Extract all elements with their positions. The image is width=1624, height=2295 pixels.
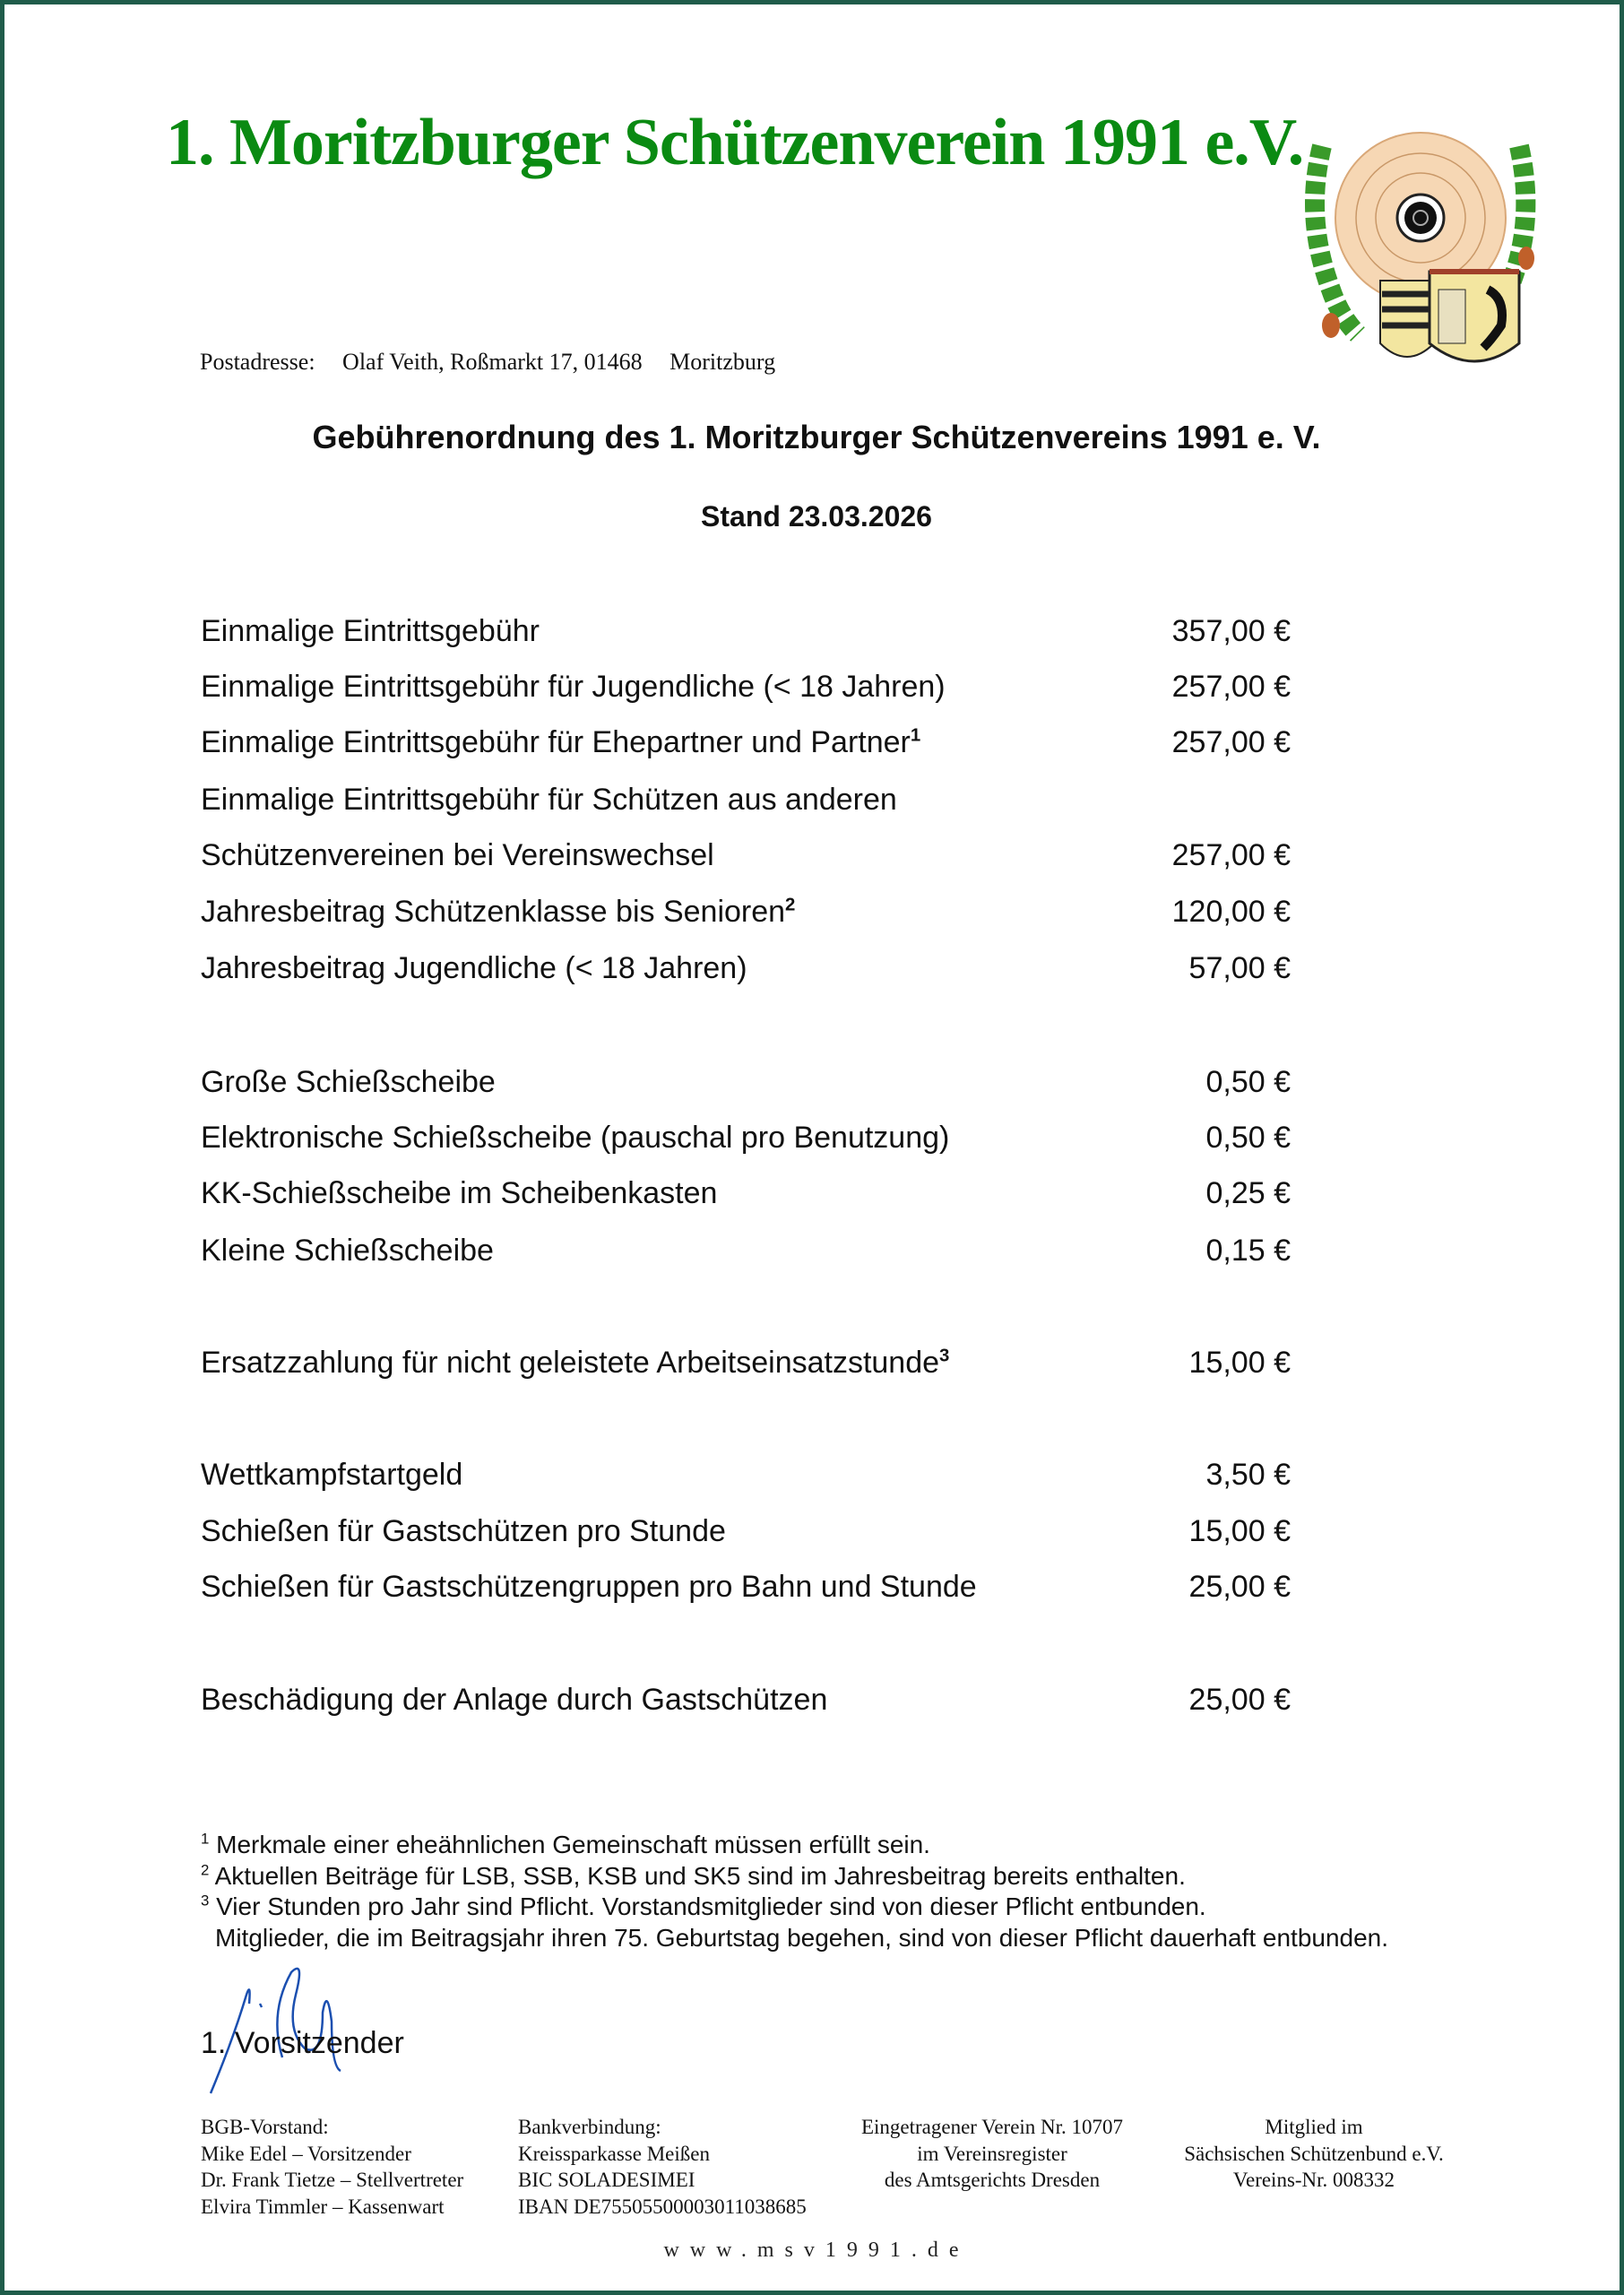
- footnote: [201, 1861, 1186, 1892]
- fee-label-text: Einmalige Eintrittsgebühr: [201, 614, 540, 648]
- fee-row: [201, 1680, 1291, 1719]
- fee-value: 257,00 €: [1171, 725, 1291, 759]
- fee-label: [201, 1680, 827, 1719]
- footnote-text: Vier Stunden pro Jahr sind Pflicht. Vorstandsmitglieder sind von dieser Pflicht entbunden.: [216, 1892, 1206, 1920]
- fee-label: [201, 1455, 462, 1494]
- fee-row: [201, 1173, 1291, 1213]
- fee-value: 0,50 €: [1205, 1065, 1291, 1099]
- footer-board-line: Dr. Frank Tietze – Stellvertreter: [201, 2169, 464, 2191]
- club-title: 1. Moritzburger Schützenverein 1991 e.V.: [166, 106, 1304, 179]
- fee-label: [201, 1062, 496, 1102]
- fee-label: [201, 1343, 949, 1382]
- footnote-text: Merkmale einer eheähnlichen Gemeinschaft müssen erfüllt sein.: [216, 1831, 930, 1858]
- fee-label: [201, 1173, 717, 1213]
- fee-label-text: Jahresbeitrag Schützenklasse bis Senioren: [201, 895, 786, 929]
- footnote-number: 1: [201, 1830, 210, 1848]
- fee-row: [201, 1511, 1291, 1551]
- fee-value: 120,00 €: [1171, 895, 1291, 929]
- fee-value: 3,50 €: [1205, 1458, 1291, 1492]
- fee-label-text: Jahresbeitrag Jugendliche (< 18 Jahren): [201, 951, 747, 985]
- fee-row: [201, 892, 1291, 931]
- footer-bank-line: Kreissparkasse Meißen: [518, 2142, 710, 2165]
- footer-member-line: Sächsischen Schützenbund e.V.: [1184, 2142, 1444, 2165]
- footnote-ref: 3: [939, 1346, 950, 1366]
- signature-role: 1. Vorsitzender: [201, 2026, 404, 2060]
- fee-label: [201, 892, 795, 931]
- fee-label-text: Wettkampfstartgeld: [201, 1458, 463, 1492]
- fee-label: [201, 1511, 726, 1551]
- fee-label: [201, 611, 540, 651]
- fee-value: 57,00 €: [1188, 951, 1291, 985]
- fee-label-text: KK-Schießscheibe im Scheibenkasten: [201, 1176, 718, 1210]
- document-date: Stand 23.03.2026: [701, 500, 932, 533]
- fee-row: [201, 611, 1291, 651]
- footnote-ref: 1: [910, 725, 921, 746]
- fee-row: [201, 948, 1291, 988]
- fee-label: [201, 723, 920, 762]
- fee-value: 15,00 €: [1188, 1514, 1291, 1548]
- fee-label-text: Einmalige Eintrittsgebühr für Schützen aus anderen: [201, 783, 897, 817]
- fee-row: [201, 723, 1291, 762]
- postal-address: [200, 349, 797, 376]
- fee-label-text: Beschädigung der Anlage durch Gastschützen: [201, 1683, 828, 1717]
- fee-label-text: Schützenvereinen bei Vereinswechsel: [201, 838, 714, 872]
- fee-label-text: Schießen für Gastschützen pro Stunde: [201, 1514, 726, 1548]
- fee-row: [201, 1567, 1291, 1606]
- fee-label: [201, 780, 897, 819]
- footer-register-line: des Amtsgerichts Dresden: [884, 2169, 1101, 2191]
- fee-value: 0,50 €: [1205, 1121, 1291, 1155]
- fee-row: [201, 1231, 1291, 1270]
- footer-member-line: Mitglied im: [1265, 2116, 1363, 2138]
- fee-value: 257,00 €: [1171, 670, 1291, 704]
- footnote-text: Aktuellen Beiträge für LSB, SSB, KSB und SK5 sind im Jahresbeitrag bereits enthalten.: [214, 1862, 1186, 1890]
- fee-value: 0,15 €: [1205, 1234, 1291, 1268]
- footnote: [215, 1923, 1388, 1953]
- fee-label-text: Elektronische Schießscheibe (pauschal pro Benutzung): [201, 1121, 950, 1155]
- fee-row: [201, 1455, 1291, 1494]
- document-heading: Gebührenordnung des 1. Moritzburger Schützenvereins 1991 e. V.: [312, 419, 1321, 455]
- footer-bank-line: BIC SOLADESIMEI: [518, 2169, 695, 2191]
- fee-label-text: Kleine Schießscheibe: [201, 1234, 494, 1268]
- fee-label: [201, 948, 747, 988]
- footnote: [201, 1892, 1206, 1922]
- fee-row: [201, 1343, 1291, 1382]
- fee-label: [201, 836, 714, 875]
- website-link[interactable]: www.msv1991.de: [663, 2239, 970, 2262]
- footer-bank-line: Bankverbindung:: [518, 2116, 661, 2138]
- fee-label-text: Große Schießscheibe: [201, 1065, 496, 1099]
- fee-label-text: Einmalige Eintrittsgebühr für Jugendliche (< 18 Jahren): [201, 670, 946, 704]
- footnote: [201, 1830, 930, 1860]
- footer-member-line: Vereins-Nr. 008332: [1232, 2169, 1395, 2191]
- fee-label-text: Ersatzzahlung für nicht geleistete Arbeitseinsatzstunde: [201, 1346, 940, 1380]
- fee-label-text: Einmalige Eintrittsgebühr für Ehepartner und Partner: [201, 725, 911, 759]
- fee-row: [201, 1118, 1291, 1157]
- address-label: Postadresse:: [200, 349, 315, 375]
- address-value: Olaf Veith, Roßmarkt 17, 01468: [342, 349, 643, 375]
- fee-row: [201, 836, 1291, 875]
- footer-board-line: Elvira Timmler – Kassenwart: [201, 2195, 445, 2218]
- footnote-number: 2: [201, 1861, 210, 1879]
- footer-register-line: im Vereinsregister: [917, 2142, 1067, 2165]
- footer-membership: [1135, 2114, 1493, 2194]
- footer-register: [813, 2114, 1171, 2194]
- fee-label: [201, 1231, 494, 1270]
- fee-row: [201, 1062, 1291, 1102]
- footer-bank: [518, 2114, 807, 2220]
- footer-bank-line: IBAN DE75505500003011038685: [518, 2195, 807, 2218]
- fee-value: 25,00 €: [1188, 1570, 1291, 1604]
- footnote-number: 3: [201, 1892, 210, 1910]
- fee-value: 0,25 €: [1205, 1176, 1291, 1210]
- footer-register-line: Eingetragener Verein Nr. 10707: [860, 2116, 1124, 2138]
- footnote-text: Mitglieder, die im Beitragsjahr ihren 75. Geburtstag begehen, sind von dieser Pflicht dauerhaft entbunden.: [215, 1924, 1389, 1952]
- fee-label: [201, 1118, 949, 1157]
- fee-label-text: Schießen für Gastschützengruppen pro Bahn und Stunde: [201, 1570, 977, 1604]
- fee-value: 257,00 €: [1171, 838, 1291, 872]
- footer-board-line: BGB-Vorstand:: [201, 2116, 329, 2138]
- fee-label: [201, 667, 946, 706]
- footer-board-line: Mike Edel – Vorsitzender: [201, 2142, 411, 2165]
- fee-value: 25,00 €: [1188, 1683, 1291, 1717]
- club-logo-icon: [1295, 110, 1546, 379]
- address-city: Moritzburg: [669, 349, 776, 375]
- fee-value: 357,00 €: [1171, 614, 1291, 648]
- footer-board: [201, 2114, 463, 2220]
- fee-value: 15,00 €: [1188, 1346, 1291, 1380]
- fee-label: [201, 1567, 977, 1606]
- fee-row: [201, 780, 1291, 819]
- footnote-ref: 2: [785, 895, 796, 915]
- fee-row: [201, 667, 1291, 706]
